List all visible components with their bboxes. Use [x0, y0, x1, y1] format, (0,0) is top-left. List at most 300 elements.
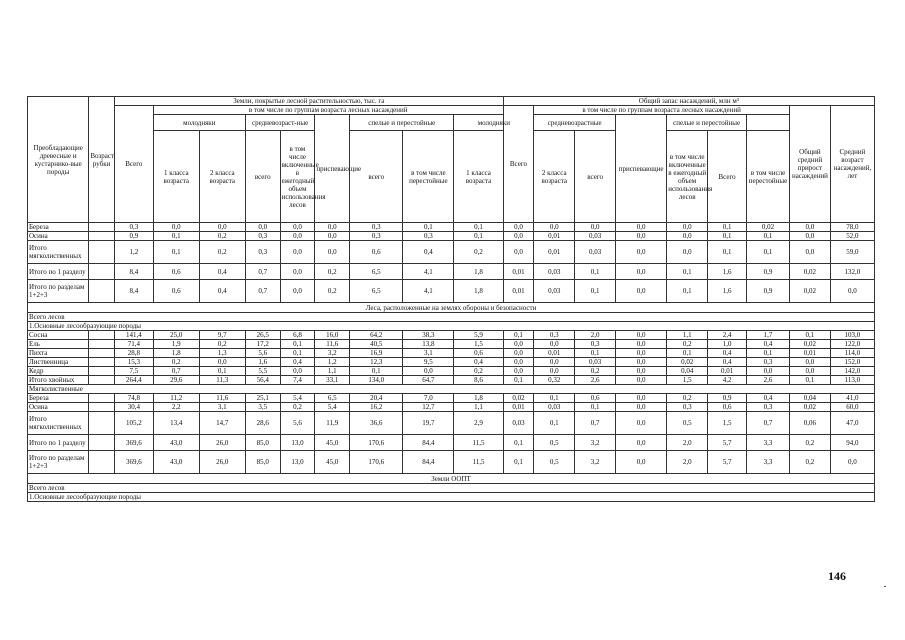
group-title: 1.Основные лесообразующие породы: [28, 493, 875, 502]
row-cutting-age: [89, 358, 115, 367]
table-cell: 0,0: [534, 367, 575, 376]
table-cell: 0,6: [350, 241, 403, 264]
table-cell: 25,1: [245, 394, 280, 403]
page-number: 146: [828, 569, 846, 583]
table-cell: 6,8: [280, 331, 315, 340]
table-cell: 1,8: [153, 349, 199, 358]
table-cell: 0,4: [454, 358, 503, 367]
table-cell: 0,1: [708, 232, 747, 241]
table-cell: 0,1: [503, 376, 534, 385]
table-cell: 16,9: [350, 349, 403, 358]
table-cell: 2,9: [454, 412, 503, 435]
table-cell: 0,1: [667, 349, 708, 358]
table-cell: 11,3: [199, 376, 245, 385]
table-cell: 0,1: [789, 331, 830, 340]
table-row: [28, 484, 875, 493]
table-cell: 12,3: [350, 358, 403, 367]
row-species-name: Лиственница: [28, 358, 89, 367]
row-species-name: Осина: [28, 403, 89, 412]
table-cell: 1,8: [454, 280, 503, 303]
table-cell: 0,0: [280, 241, 315, 264]
table-row: [28, 241, 875, 264]
table-cell: 0,02: [789, 264, 830, 280]
row-cutting-age: [89, 241, 115, 264]
table-cell: 0,0: [616, 241, 667, 264]
stock-mature-overmature: в том числе перестойные: [747, 131, 790, 223]
table-cell: 0,1: [503, 435, 534, 451]
table-cell: 78,0: [830, 223, 874, 232]
table-cell: 43,0: [153, 451, 199, 474]
table-cell: 13,8: [403, 340, 454, 349]
table-cell: 3,3: [747, 435, 790, 451]
table-cell: 6,5: [350, 280, 403, 303]
row-cutting-age: [89, 232, 115, 241]
table-row: [28, 376, 875, 385]
table-cell: 1,2: [315, 358, 350, 367]
table-cell: 0,9: [708, 394, 747, 403]
table-cell: 0,3: [747, 358, 790, 367]
table-cell: 0,7: [245, 264, 280, 280]
table-cell: 25,0: [153, 331, 199, 340]
table-cell: 0,1: [789, 376, 830, 385]
table-cell: 0,1: [575, 349, 616, 358]
table-cell: 11,6: [199, 394, 245, 403]
table-cell: 0,1: [575, 403, 616, 412]
table-cell: 0,1: [747, 232, 790, 241]
table-cell: 20,4: [350, 394, 403, 403]
table-cell: 74,8: [114, 394, 153, 403]
table-cell: 0,0: [789, 223, 830, 232]
table-cell: 170,6: [350, 435, 403, 451]
area-mature-header: спелые и перестойные: [350, 115, 454, 131]
area-middle-included: в том числе включенные в ежегодный объем использования лесов: [280, 131, 315, 223]
row-cutting-age: [89, 349, 115, 358]
forest-stock-table: [27, 96, 875, 502]
area-young-header: молодняки: [153, 115, 245, 131]
table-cell: 0,0: [616, 412, 667, 435]
table-cell: 11,6: [315, 340, 350, 349]
table-cell: 0,0: [830, 280, 874, 303]
section-title: Земли ООПТ: [28, 474, 875, 484]
table-cell: 0,1: [575, 264, 616, 280]
group-title: 1.Основные лесообразующие породы: [28, 322, 875, 331]
table-cell: 1,3: [199, 349, 245, 358]
table-cell: 0,0: [534, 340, 575, 349]
table-cell: 45,0: [315, 451, 350, 474]
table-cell: 9,7: [199, 331, 245, 340]
table-cell: 5,6: [245, 349, 280, 358]
table-cell: 6,5: [350, 264, 403, 280]
table-cell: 5,5: [245, 367, 280, 376]
table-cell: 7,4: [280, 376, 315, 385]
table-cell: 0,0: [616, 349, 667, 358]
table-cell: 33,1: [315, 376, 350, 385]
stock-mature-header: спелые и перестойные: [667, 115, 747, 131]
table-cell: 19,7: [403, 412, 454, 435]
table-cell: 0,01: [708, 367, 747, 376]
table-row: [28, 394, 875, 403]
row-cutting-age: [89, 403, 115, 412]
table-cell: 369,6: [114, 435, 153, 451]
table-cell: 0,01: [503, 403, 534, 412]
table-cell: 14,7: [199, 412, 245, 435]
table-cell: 0,0: [280, 264, 315, 280]
row-cutting-age: [89, 367, 115, 376]
table-cell: 0,0: [789, 358, 830, 367]
table-cell: 60,0: [830, 403, 874, 412]
table-cell: 0,06: [789, 412, 830, 435]
table-cell: 1,1: [454, 403, 503, 412]
table-cell: 0,6: [708, 403, 747, 412]
area-middle-header: средневозраст-ные: [245, 115, 315, 131]
table-cell: 8,4: [114, 280, 153, 303]
stock-young-header: молодняки: [454, 115, 534, 131]
table-cell: 0,0: [199, 223, 245, 232]
table-cell: 3,1: [199, 403, 245, 412]
table-cell: 0,02: [503, 394, 534, 403]
table-cell: 0,0: [616, 451, 667, 474]
table-body: [28, 223, 875, 502]
table-cell: 0,0: [667, 232, 708, 241]
table-cell: 0,0: [789, 232, 830, 241]
table-cell: 0,0: [616, 223, 667, 232]
table-cell: 369,6: [114, 451, 153, 474]
table-cell: 0,0: [199, 358, 245, 367]
table-cell: 28,6: [245, 412, 280, 435]
col-growth: Общий средний прирост насаждений: [789, 106, 830, 223]
area-class2: 2 класса возраста: [199, 131, 245, 223]
table-cell: 0,7: [575, 412, 616, 435]
area-group-header: Земли, покрытые лесной растительностью, тыс. га: [114, 97, 503, 106]
table-cell: 0,6: [153, 264, 199, 280]
row-species-name: Итого по разделам 1+2+3: [28, 451, 89, 474]
table-row: [28, 313, 875, 322]
table-cell: 64,2: [350, 331, 403, 340]
table-cell: 0,0: [534, 358, 575, 367]
table-row: [28, 412, 875, 435]
table-cell: 16,0: [315, 331, 350, 340]
table-cell: 0,1: [534, 394, 575, 403]
table-cell: 0,7: [245, 280, 280, 303]
table-cell: 0,2: [153, 358, 199, 367]
table-cell: 0,2: [315, 280, 350, 303]
table-row: [28, 223, 875, 232]
table-cell: 1,6: [708, 280, 747, 303]
stock-middle-header: средневозрастные: [534, 115, 616, 131]
table-cell: 7,5: [114, 367, 153, 376]
table-cell: 0,6: [153, 280, 199, 303]
row-species-name: Итого по 1 разделу: [28, 435, 89, 451]
table-row: [28, 232, 875, 241]
table-header: [28, 97, 875, 223]
table-cell: 134,0: [350, 376, 403, 385]
table-cell: 3,2: [575, 435, 616, 451]
table-cell: 0,0: [503, 367, 534, 376]
stock-maturing-header: приспевающие: [616, 115, 667, 223]
table-cell: 41,0: [830, 394, 874, 403]
col-species: Преобладающие древесные и кустарнико-вые породы: [28, 97, 89, 223]
table-cell: 0,4: [708, 349, 747, 358]
table-cell: 2,0: [667, 451, 708, 474]
table-cell: 56,4: [245, 376, 280, 385]
table-cell: 0,0: [616, 358, 667, 367]
group-title: Всего лесов: [28, 484, 875, 493]
col-area-total: Всего: [114, 106, 153, 223]
table-cell: 0,3: [667, 403, 708, 412]
table-cell: 0,6: [454, 349, 503, 358]
table-cell: 0,1: [708, 223, 747, 232]
table-cell: 94,0: [830, 435, 874, 451]
table-cell: 0,01: [503, 280, 534, 303]
table-cell: 5,7: [708, 435, 747, 451]
table-row: [28, 264, 875, 280]
table-cell: 0,1: [454, 223, 503, 232]
table-cell: 0,02: [789, 280, 830, 303]
row-species-name: Кедр: [28, 367, 89, 376]
table-cell: 0,03: [503, 412, 534, 435]
table-cell: 0,2: [280, 403, 315, 412]
table-cell: 1,2: [114, 241, 153, 264]
table-cell: 0,0: [616, 435, 667, 451]
table-cell: 0,0: [575, 223, 616, 232]
row-cutting-age: [89, 376, 115, 385]
table-row: [28, 403, 875, 412]
table-cell: 0,0: [503, 223, 534, 232]
table-cell: 1,1: [315, 367, 350, 376]
table-cell: 0,32: [534, 376, 575, 385]
table-cell: 4,1: [403, 264, 454, 280]
table-cell: 13,0: [280, 435, 315, 451]
table-cell: 0,2: [454, 241, 503, 264]
table-cell: 0,1: [280, 349, 315, 358]
col-cutting-age: Возраст рубки: [89, 97, 115, 223]
table-cell: 264,4: [114, 376, 153, 385]
table-cell: 0,04: [789, 394, 830, 403]
table-cell: 1,7: [747, 331, 790, 340]
table-cell: 0,0: [280, 280, 315, 303]
table-cell: 11,9: [315, 412, 350, 435]
table-cell: 113,0: [830, 376, 874, 385]
table-cell: 36,6: [350, 412, 403, 435]
table-cell: 0,0: [534, 223, 575, 232]
table-cell: 0,2: [199, 241, 245, 264]
table-cell: 12,7: [403, 403, 454, 412]
table-cell: 0,0: [616, 331, 667, 340]
table-cell: 26,0: [199, 435, 245, 451]
table-cell: 103,0: [830, 331, 874, 340]
table-cell: 0,1: [350, 367, 403, 376]
table-cell: 0,0: [616, 232, 667, 241]
table-cell: 11,5: [454, 435, 503, 451]
table-cell: 2,6: [747, 376, 790, 385]
area-subgroup-header: в том числе по группам возраста лесных насаждений: [153, 106, 503, 115]
table-cell: 3,3: [747, 451, 790, 474]
table-cell: 84,4: [403, 435, 454, 451]
table-cell: 0,1: [575, 280, 616, 303]
table-cell: 0,1: [153, 241, 199, 264]
table-cell: 84,4: [403, 451, 454, 474]
table-cell: 0,0: [280, 232, 315, 241]
table-cell: 0,4: [403, 241, 454, 264]
table-cell: 9,5: [403, 358, 454, 367]
table-row: [28, 367, 875, 376]
table-cell: 0,3: [350, 223, 403, 232]
table-cell: 2,6: [575, 376, 616, 385]
table-cell: 85,0: [245, 435, 280, 451]
table-cell: 71,4: [114, 340, 153, 349]
row-species-name: Ель: [28, 340, 89, 349]
table-cell: 0,02: [747, 223, 790, 232]
table-cell: 0,2: [667, 394, 708, 403]
table-cell: 1,9: [153, 340, 199, 349]
stock-group-header: Общий запас насаждений, млн м³: [503, 97, 874, 106]
row-cutting-age: [89, 451, 115, 474]
table-cell: 0,1: [199, 367, 245, 376]
table-cell: 0,3: [350, 232, 403, 241]
table-row: [28, 435, 875, 451]
row-cutting-age: [89, 331, 115, 340]
group-title: Всего лесов: [28, 313, 875, 322]
stock-mature-total: Всего: [708, 131, 747, 223]
row-cutting-age: [89, 280, 115, 303]
table-cell: 38,3: [403, 331, 454, 340]
table-row: [28, 340, 875, 349]
table-cell: 1,5: [454, 340, 503, 349]
table-cell: 1,8: [454, 264, 503, 280]
table-cell: 0,3: [245, 241, 280, 264]
table-cell: 142,0: [830, 367, 874, 376]
table-cell: 5,6: [280, 412, 315, 435]
table-cell: 0,1: [454, 232, 503, 241]
table-cell: 2,0: [667, 435, 708, 451]
table-cell: 1,6: [708, 264, 747, 280]
scan-mark: [884, 586, 886, 587]
table-cell: 0,0: [153, 223, 199, 232]
table-cell: 0,0: [503, 349, 534, 358]
table-cell: 0,0: [280, 367, 315, 376]
table-cell: 0,0: [667, 241, 708, 264]
table-cell: 0,5: [667, 412, 708, 435]
table-cell: 5,4: [280, 394, 315, 403]
table-cell: 0,03: [575, 232, 616, 241]
table-cell: 3,5: [245, 403, 280, 412]
table-cell: 4,2: [708, 376, 747, 385]
stock-middle-all: всего: [575, 131, 616, 223]
table-cell: 0,3: [114, 223, 153, 232]
table-cell: 13,0: [280, 451, 315, 474]
table-cell: 7,0: [403, 394, 454, 403]
table-cell: 0,4: [708, 358, 747, 367]
table-cell: 0,1: [153, 232, 199, 241]
row-cutting-age: [89, 412, 115, 435]
table-cell: 0,2: [315, 264, 350, 280]
table-row: [28, 385, 875, 394]
table-cell: 17,2: [245, 340, 280, 349]
table-cell: 0,0: [503, 358, 534, 367]
table-cell: 0,9: [114, 232, 153, 241]
col-mean-age: Средний возраст насаждений, лет: [830, 106, 874, 223]
table-cell: 0,4: [747, 340, 790, 349]
table-cell: 0,0: [616, 367, 667, 376]
section-title: Леса, расположенные на землях обороны и безопасности: [28, 303, 875, 313]
table-cell: 0,1: [667, 264, 708, 280]
stock-class2: 2 класса возраста: [534, 131, 575, 223]
table-cell: 0,1: [280, 340, 315, 349]
table-cell: 0,2: [789, 451, 830, 474]
table-cell: 29,6: [153, 376, 199, 385]
row-cutting-age: [89, 264, 115, 280]
table-cell: 43,0: [153, 435, 199, 451]
table-cell: 5,7: [708, 451, 747, 474]
table-cell: 3,2: [315, 349, 350, 358]
table-cell: 0,3: [575, 340, 616, 349]
table-cell: 5,9: [454, 331, 503, 340]
table-cell: 1,0: [708, 340, 747, 349]
stock-middle-included: в том числе включенные в ежегодный объем использования лесов: [667, 131, 708, 223]
table-cell: 0,7: [153, 367, 199, 376]
table-cell: 40,5: [350, 340, 403, 349]
row-species-name: Пихта: [28, 349, 89, 358]
table-cell: 0,0: [245, 223, 280, 232]
table-cell: 0,03: [534, 264, 575, 280]
table-cell: 0,5: [534, 435, 575, 451]
table-row: [28, 493, 875, 502]
col-stock-total: Всего: [503, 106, 534, 223]
table-cell: 0,0: [616, 264, 667, 280]
table-cell: 0,7: [747, 412, 790, 435]
table-cell: 0,1: [708, 241, 747, 264]
table-cell: 59,0: [830, 241, 874, 264]
table-cell: 0,1: [667, 280, 708, 303]
table-cell: 0,0: [503, 340, 534, 349]
table-cell: 0,01: [789, 349, 830, 358]
table-row: [28, 280, 875, 303]
table-cell: 0,1: [503, 451, 534, 474]
table-cell: 0,4: [199, 264, 245, 280]
group-title: Мягколиственные: [28, 385, 875, 394]
table-cell: 0,0: [789, 367, 830, 376]
table-cell: 1,1: [667, 331, 708, 340]
table-cell: 85,0: [245, 451, 280, 474]
table-cell: 52,0: [830, 232, 874, 241]
table-cell: 1,5: [667, 376, 708, 385]
area-maturing-header: приспевающие: [315, 115, 350, 223]
table-cell: 64,7: [403, 376, 454, 385]
table-cell: 141,4: [114, 331, 153, 340]
table-cell: 26,5: [245, 331, 280, 340]
row-cutting-age: [89, 394, 115, 403]
table-row: [28, 474, 875, 484]
table-row: [28, 331, 875, 340]
area-mature-overmature: в том числе перестойные: [403, 131, 454, 223]
table-cell: 0,0: [403, 367, 454, 376]
table-cell: 0,0: [616, 376, 667, 385]
table-cell: 8,4: [114, 264, 153, 280]
table-cell: 0,6: [575, 394, 616, 403]
table-cell: 105,2: [114, 412, 153, 435]
table-row: [28, 322, 875, 331]
table-cell: 0,0: [616, 394, 667, 403]
table-cell: 0,2: [667, 340, 708, 349]
table-cell: 0,0: [667, 223, 708, 232]
table-cell: 0,2: [199, 340, 245, 349]
area-mature-all: всего: [350, 131, 403, 223]
table-cell: 13,4: [153, 412, 199, 435]
area-class1: 1 класса возраста: [153, 131, 199, 223]
table-cell: 0,3: [245, 232, 280, 241]
table-cell: 0,1: [534, 412, 575, 435]
table-cell: 1,8: [454, 394, 503, 403]
